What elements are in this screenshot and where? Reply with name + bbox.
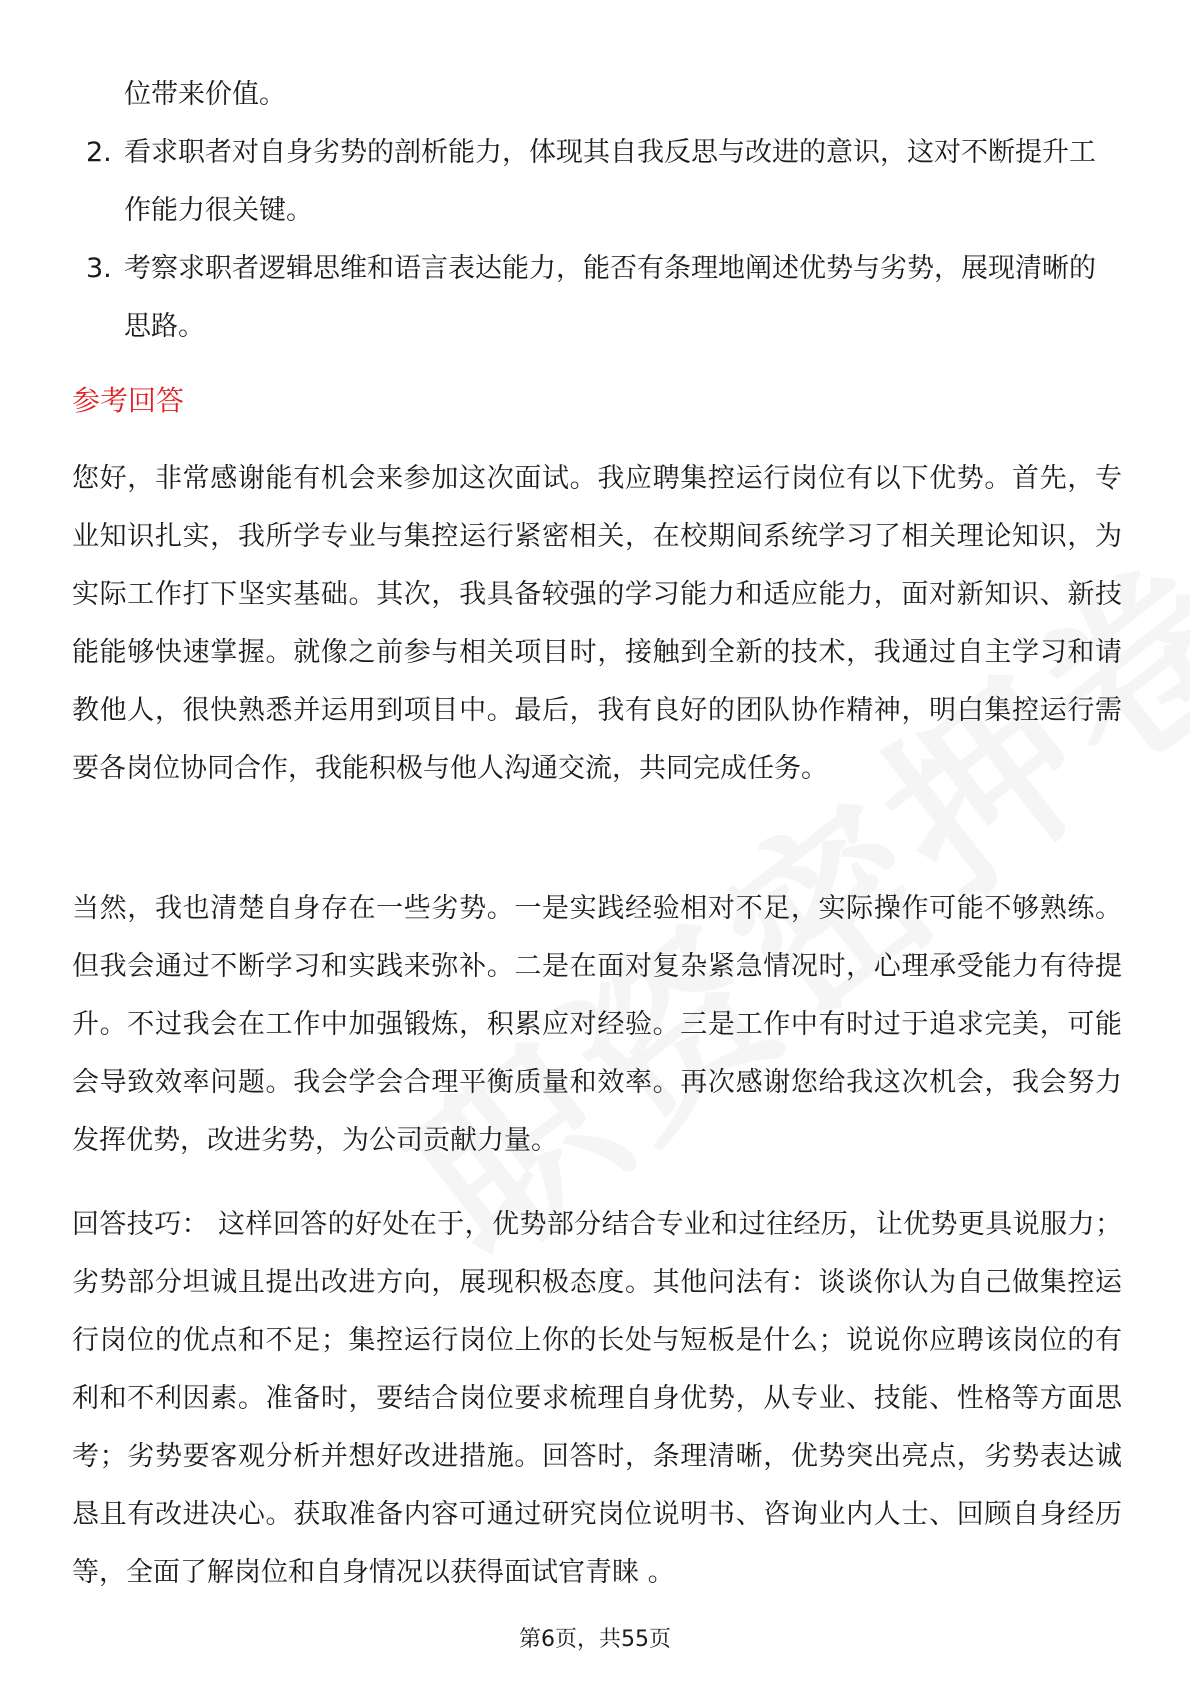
list-item-continuation: 位带来价值。 (124, 79, 286, 110)
answer-paragraph-strengths: 您好，非常感谢能有机会来参加这次面试。我应聘集控运行岗位有以下优势。首先，专业知识扎实，我所学专业与集控运行紧密相关，在校期间系统学习了相关理论知识，为实际工作打下坚实基础。其次，我具备较强的学习能力和适应能力，面对新知识、新技能能够快速掌握。就像之前参与相关项目时，接触到全新的技术，我通过自主学习和请教他人，很快熟悉并运用到项目中。最后，我有良好的团队协作精神，明白集控运行需要各岗位协同合作，我能积极与他人沟通交流，共同完成任务。 (72, 463, 1122, 784)
answer-tips-paragraph: 回答技巧： 这样回答的好处在于，优势部分结合专业和过往经历，让优势更具说服力；劣势部分坦诚且提出改进方向，展现积极态度。其他问法有：谈谈你认为自己做集控运行岗位的优点和不足；集控运行岗位上你的长处与短板是什么；说说你应聘该岗位的有利和不利因素。准备时，要结合岗位要求梳理自身优势，从专业、技能、性格等方面思考；劣势要客观分析并想好改进措施。回答时，条理清晰，优势突出亮点，劣势表达诚恳且有改进决心。获取准备内容可通过研究岗位说明书、咨询业内人士、回顾自身经历等，全面了解岗位和自身情况以获得面试官青睐 。 (72, 1209, 1122, 1588)
list-item-text: 看求职者对自身劣势的剖析能力，体现其自我反思与改进的意识，这对不断提升工作能力很关键。 (124, 137, 1096, 226)
list-item (80, 240, 1120, 356)
section-heading: 参考回答 (72, 384, 185, 417)
answer-paragraph-weaknesses: 当然，我也清楚自身存在一些劣势。一是实践经验相对不足，实际操作可能不够熟练。但我会通过不断学习和实践来弥补。二是在面对复杂紧急情况时，心理承受能力有待提升。不过我会在工作中加强锻炼，积累应对经验。三是工作中有时过于追求完美，可能会导致效率问题。我会学会合理平衡质量和效率。再次感谢您给我这次机会，我会努力发挥优势，改进劣势，为公司贡献力量。 (72, 893, 1122, 1156)
list-item (80, 124, 1120, 240)
list-item-number: 3. (86, 253, 112, 284)
list-item-number: 2. (86, 137, 112, 168)
list-item-text: 考察求职者逻辑思维和语言表达能力，能否有条理地阐述优势与劣势，展现清晰的思路。 (124, 253, 1096, 342)
criteria-list (80, 124, 1120, 356)
page-number: 第6页，共55页 (519, 1627, 671, 1652)
